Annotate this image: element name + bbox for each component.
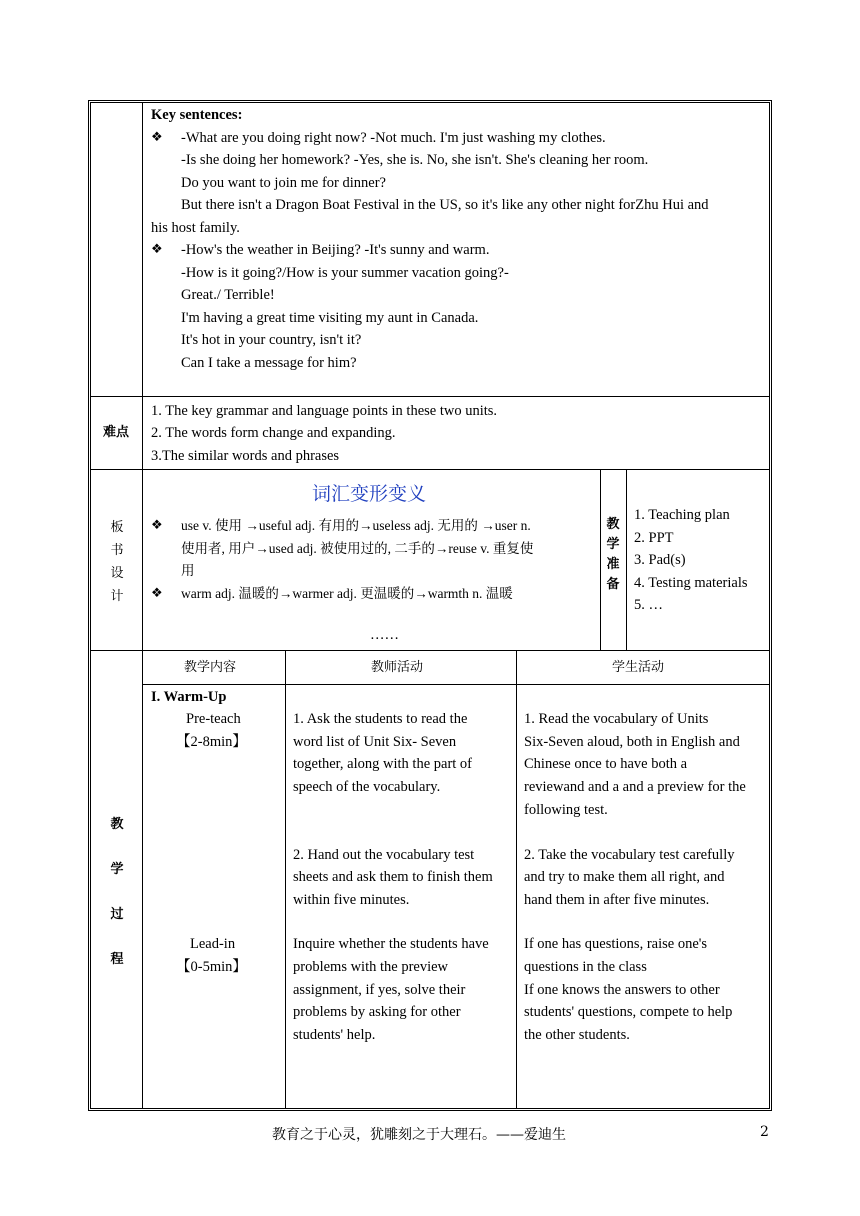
stage-preteach: Pre-teach [186, 711, 241, 727]
teacher-activity-line: students' help. [293, 1027, 376, 1043]
difficulty-item: 2. The words form change and expanding. [151, 425, 396, 441]
teacher-activity-line: together, along with the part of [293, 756, 473, 772]
student-activity-line: questions in the class [524, 959, 647, 975]
key-sentences-heading: Key sentences: [151, 107, 243, 123]
prep-item: 1. Teaching plan [634, 507, 730, 523]
section-title: I. Warm-Up [151, 689, 227, 705]
board-vocab-line: warm adj. 温暖的→warmer adj. 更温暖的→warmth n. 温暖 [181, 586, 513, 601]
teacher-activity-line: speech of the vocabulary. [293, 779, 441, 795]
process-label: 教 学 过 程 [110, 817, 124, 967]
teacher-activity-line: within five minutes. [293, 892, 410, 908]
difficulty-item: 3.The similar words and phrases [151, 448, 340, 464]
student-activity-line: If one knows the answers to other [524, 982, 720, 998]
student-activity-line: Chinese once to have both a [524, 756, 688, 772]
key-sentence: his host family. [151, 220, 240, 236]
key-sentence: But there isn't a Dragon Boat Festival in the US, so it's like any other night forZhu Hui and [181, 197, 709, 213]
student-activity-line: 2. Take the vocabulary test carefully [524, 847, 735, 863]
stage-leadin: Lead-in [190, 936, 236, 952]
student-activity-line: and try to make them all right, and [524, 869, 725, 885]
student-activity-line: the other students. [524, 1027, 630, 1043]
board-design-label: 板 书 设 计 [110, 520, 124, 604]
student-activity-line: If one has questions, raise one's [524, 936, 708, 952]
key-sentence: I'm having a great time visiting my aunt in Canada. [181, 310, 479, 326]
student-activity-line: Six-Seven aloud, both in English and [524, 734, 740, 750]
student-activity-line: 1. Read the vocabulary of Units [524, 711, 709, 727]
prep-item: 4. Testing materials [634, 575, 748, 591]
student-activity-line: reviewand and a and a preview for the [524, 779, 746, 795]
key-sentence: -What are you doing right now? -Not much. I'm just washing my clothes. [181, 130, 606, 146]
board-vocab-line: 用 [181, 563, 195, 578]
teacher-activity-line: Inquire whether the students have [293, 936, 489, 952]
column-header-teacher: 教师活动 [371, 660, 424, 675]
student-activity-line: following test. [524, 802, 608, 818]
footer-quote: 教育之于心灵，犹雕刻之于大理石。——爱迪生 [272, 1127, 566, 1143]
key-sentence: Do you want to join me for dinner? [181, 175, 386, 191]
student-activity-line: students' questions, compete to help [524, 1004, 733, 1020]
key-sentence: -Is she doing her homework? -Yes, she is. No, she isn't. She's cleaning her room. [181, 152, 649, 168]
stage-leadin-time: 【0-5min】 [176, 959, 247, 975]
preparation-label: 教 学 准 备 [606, 517, 620, 592]
board-vocab-line: use v. 使用 →useful adj. 有用的→useless adj. 无用的 →user n. [181, 518, 531, 533]
difficulty-label: 难点 [103, 425, 130, 440]
teacher-activity-line: problems with the preview [293, 959, 449, 975]
bullet-icon: ❖ [151, 130, 163, 145]
bullet-icon: ❖ [151, 586, 163, 601]
column-header-content: 教学内容 [184, 660, 237, 675]
student-activity-line: hand them in after five minutes. [524, 892, 710, 908]
teacher-activity-line: problems by asking for other [293, 1004, 461, 1020]
board-ellipsis: …… [370, 627, 399, 643]
prep-item: 2. PPT [634, 530, 674, 546]
teacher-activity-line: sheets and ask them to finish them [293, 869, 493, 885]
teacher-activity-line: 1. Ask the students to read the [293, 711, 468, 727]
key-sentence: Great./ Terrible! [181, 287, 275, 303]
key-sentence: Can I take a message for him? [181, 355, 357, 371]
prep-item: 5. … [634, 597, 663, 613]
prep-item: 3. Pad(s) [634, 552, 686, 568]
bullet-icon: ❖ [151, 518, 163, 533]
teacher-activity-line: word list of Unit Six- Seven [293, 734, 457, 750]
bullet-icon: ❖ [151, 242, 163, 257]
key-sentence: It's hot in your country, isn't it? [181, 332, 362, 348]
teacher-activity-line: assignment, if yes, solve their [293, 982, 466, 998]
board-title: 词汇变形变义 [312, 483, 427, 505]
key-sentence: -How is it going?/How is your summer vacation going?- [181, 265, 509, 281]
stage-preteach-time: 【2-8min】 [176, 734, 247, 750]
column-header-student: 学生活动 [612, 660, 665, 675]
page-number: 2 [760, 1124, 769, 1140]
key-sentence: -How's the weather in Beijing? -It's sunny and warm. [181, 242, 490, 258]
difficulty-item: 1. The key grammar and language points in these two units. [151, 403, 498, 419]
board-vocab-line: 使用者, 用户→used adj. 被使用过的, 二手的→reuse v. 重复使 [181, 541, 534, 556]
teacher-activity-line: 2. Hand out the vocabulary test [293, 847, 475, 863]
